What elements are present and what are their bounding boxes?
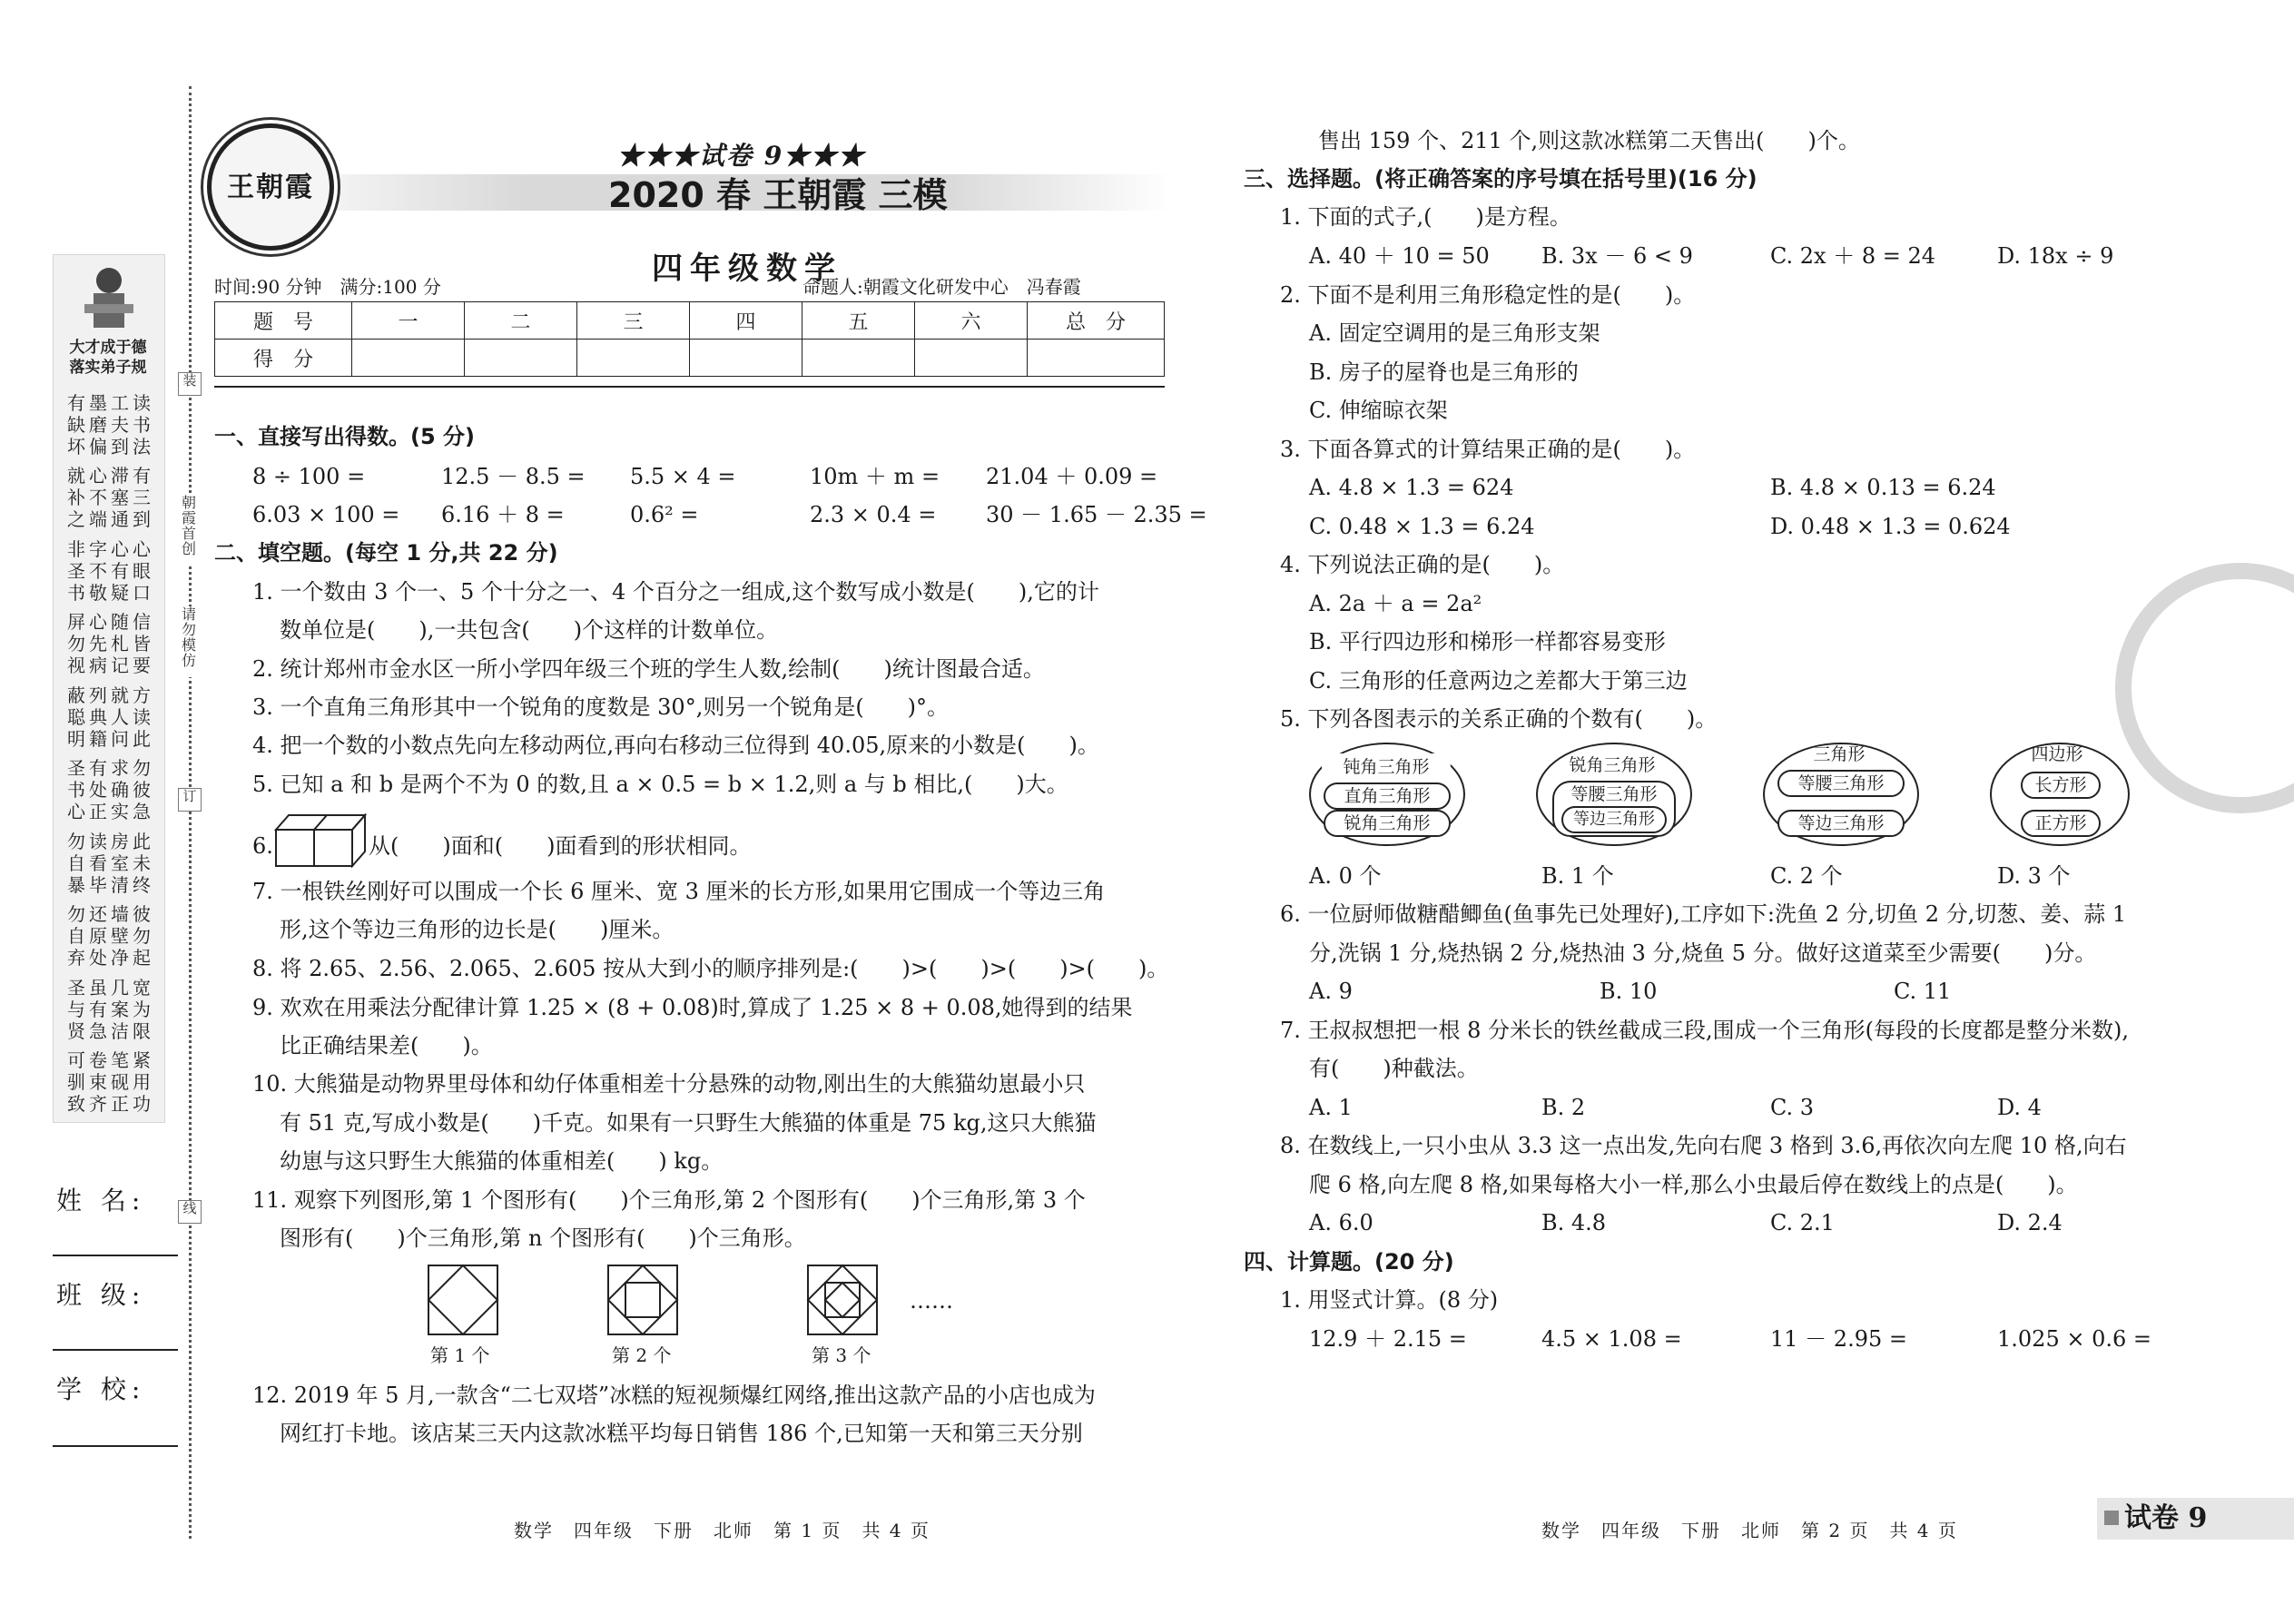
vertical-calc-item: 12.9 ＋ 2.15 =: [1309, 1326, 1467, 1352]
figure-label-2: 第 2 个: [612, 1344, 672, 1366]
choice-q4-option: C. 三角形的任意两边之差都大于第三边: [1309, 668, 1688, 694]
venn-2-label-outer: 锐角三角形: [1569, 755, 1656, 775]
class-field-line[interactable]: [53, 1349, 178, 1351]
choice-q8-option: C. 2.1: [1770, 1210, 1835, 1235]
fill-q4: 4. 把一个数的小数点先向左移动两位,再向右移动三位得到 40.05,原来的小数是( )。: [252, 733, 1099, 758]
venn-1-label-mid: 直角三角形: [1324, 782, 1451, 810]
choice-q2-option: A. 固定空调用的是三角形支架: [1309, 320, 1600, 346]
choice-q6-option: A. 9: [1309, 979, 1353, 1004]
choice-q8-option: D. 2.4: [1997, 1210, 2063, 1235]
fill-q3: 3. 一个直角三角形其中一个锐角的度数是 30°,则另一个锐角是( )°。: [252, 694, 950, 720]
fill-q10-line2: 有 51 克,写成小数是( )千克。如果有一只野生大熊猫的体重是 75 kg,这只大熊猫: [280, 1110, 1097, 1136]
calc-item: 30 － 1.65 － 2.35 =: [986, 502, 1207, 527]
choice-q1-option: B. 3x － 6 < 9: [1541, 243, 1693, 269]
choice-q1: 1. 下面的式子,( )是方程。: [1280, 204, 1571, 230]
venn-1-label-inner: 锐角三角形: [1324, 810, 1451, 837]
cube-figure-icon: [274, 813, 369, 868]
choice-q6-line2: 分,洗锅 1 分,烧热锅 2 分,烧热油 3 分,烧鱼 5 分。做好这道菜至少需要( )分。: [1309, 940, 2097, 966]
figure-label-3: 第 3 个: [812, 1344, 871, 1366]
cut-tag-xian: 线: [178, 1200, 202, 1224]
score-table: [214, 301, 1165, 377]
score-input-cell[interactable]: [352, 340, 465, 377]
fill-q1-line2: 数单位是( ),一共包含( )个这样的计数单位。: [280, 617, 779, 643]
venn-3-label-mid: 等腰三角形: [1777, 770, 1905, 797]
fill-q5: 5. 已知 a 和 b 是两个不为 0 的数,且 a × 0.5 = b × 1.2,则 a 与 b 相比,( )大。: [252, 772, 1068, 797]
sidebar-idiom: 勿还墙彼 自原壁勿 弃处净起: [67, 903, 154, 969]
cut-tag-mofang: 请勿模仿: [178, 606, 200, 677]
score-input-cell[interactable]: [690, 340, 802, 377]
score-input-cell[interactable]: [1028, 340, 1165, 377]
badge-square-icon: [2104, 1511, 2119, 1525]
calc-item: 6.03 × 100 =: [252, 502, 400, 527]
fill-q6-number: 6.: [252, 833, 273, 859]
footer-left: 数学 四年级 下册 北师 第 1 页 共 4 页: [514, 1520, 930, 1541]
choice-q1-option: C. 2x ＋ 8 = 24: [1770, 243, 1936, 269]
fill-q9-line2: 比正确结果差( )。: [280, 1033, 493, 1058]
choice-q3-option: C. 0.48 × 1.3 = 6.24: [1309, 514, 1535, 539]
sidebar-motto-1: 大才成于德: [69, 339, 147, 357]
fill-q11-line1: 11. 观察下列图形,第 1 个图形有( )个三角形,第 2 个图形有( )个三角形,第 3 个: [252, 1187, 1086, 1213]
calc-item: 21.04 ＋ 0.09 =: [986, 464, 1158, 489]
venn-3-label-outer: 三角形: [1813, 744, 1866, 764]
score-cell: 得 分: [215, 340, 352, 377]
score-cell: 一: [352, 302, 465, 340]
school-field-label: 学 校:: [56, 1374, 146, 1404]
score-cell: 五: [802, 302, 915, 340]
name-field-line[interactable]: [53, 1255, 178, 1256]
header-rule: [214, 386, 1165, 388]
choice-q4: 4. 下列说法正确的是( )。: [1280, 552, 1565, 577]
choice-q7-line2: 有( )种截法。: [1309, 1056, 1479, 1081]
fill-q6: 从( )面和( )面看到的形状相同。: [369, 833, 752, 859]
sidebar-idiom: 可卷笔紧 驯束砚用 致齐正功: [67, 1049, 154, 1115]
nested-square-figure-3: [806, 1264, 881, 1338]
time-info: 时间:90 分钟 满分:100 分: [214, 276, 441, 298]
fill-q10-line1: 10. 大熊猫是动物界里母体和幼仔体重相差十分悬殊的动物,刚出生的大熊猫幼崽最小只: [252, 1071, 1086, 1097]
calc-item: 6.16 ＋ 8 =: [441, 502, 565, 527]
score-cell: 二: [465, 302, 577, 340]
vertical-calc-item: 1.025 × 0.6 =: [1997, 1326, 2151, 1352]
calc-item: 10m ＋ m =: [810, 464, 940, 489]
choice-q2-option: B. 房子的屋脊也是三角形的: [1309, 359, 1579, 385]
fill-q10-line3: 幼崽与这只野生大熊猫的体重相差( ) kg。: [280, 1148, 724, 1174]
cut-line: [189, 86, 192, 1539]
choice-q8-line1: 8. 在数线上,一只小虫从 3.3 这一点出发,先向右爬 3 格到 3.6,再依次向左爬 10 格,向右: [1280, 1133, 2127, 1158]
choice-q2-option: C. 伸缩晾衣架: [1309, 398, 1448, 423]
score-table-header-row: [215, 302, 1165, 340]
fill-q9-line1: 9. 欢欢在用乘法分配律计算 1.25 × (8 + 0.08)时,算成了 1.25 × 8 + 0.08,她得到的结果: [252, 995, 1133, 1020]
exam-subject: 四年级数学: [652, 251, 842, 287]
sidebar-idiom: 就心滞有 补不塞三 之端通到: [67, 465, 154, 530]
nested-square-figure-1: [427, 1264, 501, 1338]
calc-item: 12.5 － 8.5 =: [441, 464, 586, 489]
score-input-cell[interactable]: [577, 340, 690, 377]
brand-logo-text: 王朝霞: [227, 172, 314, 203]
choice-q8-option: B. 4.8: [1541, 1210, 1607, 1235]
fill-q1-line1: 1. 一个数由 3 个一、5 个十分之一、4 个百分之一组成,这个数写成小数是( ),它的计: [252, 579, 1099, 605]
scholar-figure-icon: [79, 261, 139, 337]
fill-q12-line2: 网红打卡地。该店某三天内这款冰糕平均每日销售 186 个,已知第一天和第三天分别: [280, 1421, 1083, 1446]
fill-q7-line2: 形,这个等边三角形的边长是( )厘米。: [280, 917, 674, 942]
choice-q1-option: D. 18x ÷ 9: [1997, 243, 2114, 269]
calc-item: 8 ÷ 100 =: [252, 464, 366, 489]
section-1-heading: 一、直接写出得数。(5 分): [214, 424, 475, 449]
fill-q8: 8. 将 2.65、2.56、2.065、2.605 按从大到小的顺序排列是:( )>( )>( )>( )。: [252, 956, 1169, 981]
venn-1-label-outer: 钝角三角形: [1322, 753, 1451, 781]
fill-q11-line2: 图形有( )个三角形,第 n 个图形有( )个三角形。: [280, 1225, 806, 1251]
choice-q6-option: B. 10: [1600, 979, 1658, 1004]
watermark-seal: [2115, 563, 2294, 813]
calc-item: 0.6² =: [630, 502, 699, 527]
brand-logo: [207, 123, 334, 251]
name-field-label: 姓 名:: [56, 1186, 146, 1216]
section-4-heading: 四、计算题。(20 分): [1244, 1249, 1454, 1275]
venn-4-label-outer: 四边形: [2031, 744, 2083, 764]
choice-q3-option: D. 0.48 × 1.3 = 0.624: [1770, 514, 2011, 539]
calc-item: 2.3 × 0.4 =: [810, 502, 937, 527]
author-info: 命题人:朝霞文化研发中心 冯春霞: [802, 276, 1081, 298]
badge-label: 试卷 9: [2124, 1502, 2208, 1534]
choice-q6-option: C. 11: [1894, 979, 1952, 1004]
choice-q5-option: A. 0 个: [1309, 863, 1382, 889]
choice-q7-option: B. 2: [1541, 1095, 1586, 1120]
figure-label-1: 第 1 个: [430, 1344, 490, 1366]
choice-q3-option: B. 4.8 × 0.13 = 6.24: [1770, 475, 1996, 500]
venn-3-label-inner: 等边三角形: [1777, 810, 1905, 837]
score-cell: 六: [915, 302, 1028, 340]
nested-square-figure-2: [606, 1264, 681, 1338]
choice-q7-line1: 7. 王叔叔想把一根 8 分米长的铁丝截成三段,围成一个三角形(每段的长度都是整分米数),: [1280, 1018, 2130, 1043]
choice-q4-option: B. 平行四边形和梯形一样都容易变形: [1309, 629, 1666, 655]
score-cell: 三: [577, 302, 690, 340]
figure-ellipsis: ……: [910, 1288, 953, 1314]
venn-2-label-inner: 等边三角形: [1561, 806, 1667, 833]
calc-q1: 1. 用竖式计算。(8 分): [1280, 1287, 1499, 1313]
sidebar-idiom: 非字心心 圣不有眼 书敬疑口: [67, 538, 154, 604]
score-cell: 总 分: [1028, 302, 1165, 340]
sidebar-idiom: 圣虽几宽 与有案为 贤急洁限: [67, 977, 154, 1042]
sidebar-motto-2: 落实弟子规: [69, 359, 147, 377]
school-field-line[interactable]: [53, 1445, 178, 1447]
section-2-heading: 二、填空题。(每空 1 分,共 22 分): [214, 540, 558, 566]
venn-4-label-mid: 长方形: [2021, 772, 2101, 799]
fill-q12-line3: 售出 159 个、211 个,则这款冰糕第二天售出( )个。: [1318, 128, 1860, 153]
choice-q6-line1: 6. 一位厨师做糖醋鲫鱼(鱼事先已处理好),工序如下:洗鱼 2 分,切鱼 2 分,切葱、姜、蒜 1: [1280, 901, 2127, 927]
fill-q2: 2. 统计郑州市金水区一所小学四年级三个班的学生人数,绘制( )统计图最合适。: [252, 656, 1045, 682]
cut-tag-shouchuang: 朝霞首创: [178, 495, 200, 566]
venn-4-label-inner: 正方形: [2021, 810, 2101, 837]
choice-q7-option: A. 1: [1309, 1095, 1353, 1120]
sidebar-idiom: 圣有求勿 书处确彼 心正实急: [67, 757, 154, 822]
section-3-heading: 三、选择题。(将正确答案的序号填在括号里)(16 分): [1244, 166, 1757, 192]
class-field-label: 班 级:: [56, 1280, 146, 1310]
fill-q12-line1: 12. 2019 年 5 月,一款含“二七双塔”冰糕的短视频爆红网络,推出这款产品的小店也成为: [252, 1383, 1096, 1408]
score-cell: 四: [690, 302, 802, 340]
exam-title: 2020 春 王朝霞 三模: [608, 175, 948, 215]
choice-q7-option: C. 3: [1770, 1095, 1815, 1120]
choice-q8-option: A. 6.0: [1309, 1210, 1373, 1235]
choice-q7-option: D. 4: [1997, 1095, 2042, 1120]
cut-tag-zhuang: 装: [178, 372, 202, 396]
sidebar-idiom: 勿读房此 自看室未 暴毕清终: [67, 831, 154, 896]
choice-q1-option: A. 40 ＋ 10 = 50: [1309, 243, 1490, 269]
choice-q8-line2: 爬 6 格,向左爬 8 格,如果每格大小一样,那么小虫最后停在数线上的点是( )。: [1309, 1172, 2078, 1197]
choice-q5-option: B. 1 个: [1541, 863, 1614, 889]
vertical-calc-item: 4.5 × 1.08 =: [1541, 1326, 1682, 1352]
paper-number: ★★★试卷 9★★★: [617, 141, 866, 171]
score-input-cell[interactable]: [802, 340, 915, 377]
sidebar-idiom: 蔽列就方 聪典人读 明籍问此: [67, 684, 154, 750]
footer-right: 数学 四年级 下册 北师 第 2 页 共 4 页: [1541, 1520, 1958, 1541]
cut-tag-ding: 订: [178, 788, 202, 812]
choice-q4-option: A. 2a ＋ a = 2a²: [1309, 591, 1482, 616]
score-table-score-row: [215, 340, 1165, 377]
score-input-cell[interactable]: [915, 340, 1028, 377]
sidebar-idiom: 有墨工读 缺磨夫书 坏偏到法: [67, 392, 154, 458]
choice-q5-option: C. 2 个: [1770, 863, 1843, 889]
vertical-calc-item: 11 － 2.95 =: [1770, 1326, 1907, 1352]
choice-q5: 5. 下列各图表示的关系正确的个数有( )。: [1280, 706, 1718, 732]
choice-q3: 3. 下面各算式的计算结果正确的是( )。: [1280, 437, 1696, 462]
calc-item: 5.5 × 4 =: [630, 464, 736, 489]
score-input-cell[interactable]: [465, 340, 577, 377]
fill-q7-line1: 7. 一根铁丝刚好可以围成一个长 6 厘米、宽 3 厘米的长方形,如果用它围成一个等边三角: [252, 879, 1106, 904]
choice-q5-option: D. 3 个: [1997, 863, 2071, 889]
score-cell: 题 号: [215, 302, 352, 340]
choice-q3-option: A. 4.8 × 1.3 = 624: [1309, 475, 1514, 500]
venn-2-label-mid: 等腰三角形: [1552, 781, 1676, 837]
sidebar-idiom: 屏心随信 勿先札皆 视病记要: [67, 611, 154, 676]
choice-q2: 2. 下面不是利用三角形稳定性的是( )。: [1280, 282, 1696, 308]
